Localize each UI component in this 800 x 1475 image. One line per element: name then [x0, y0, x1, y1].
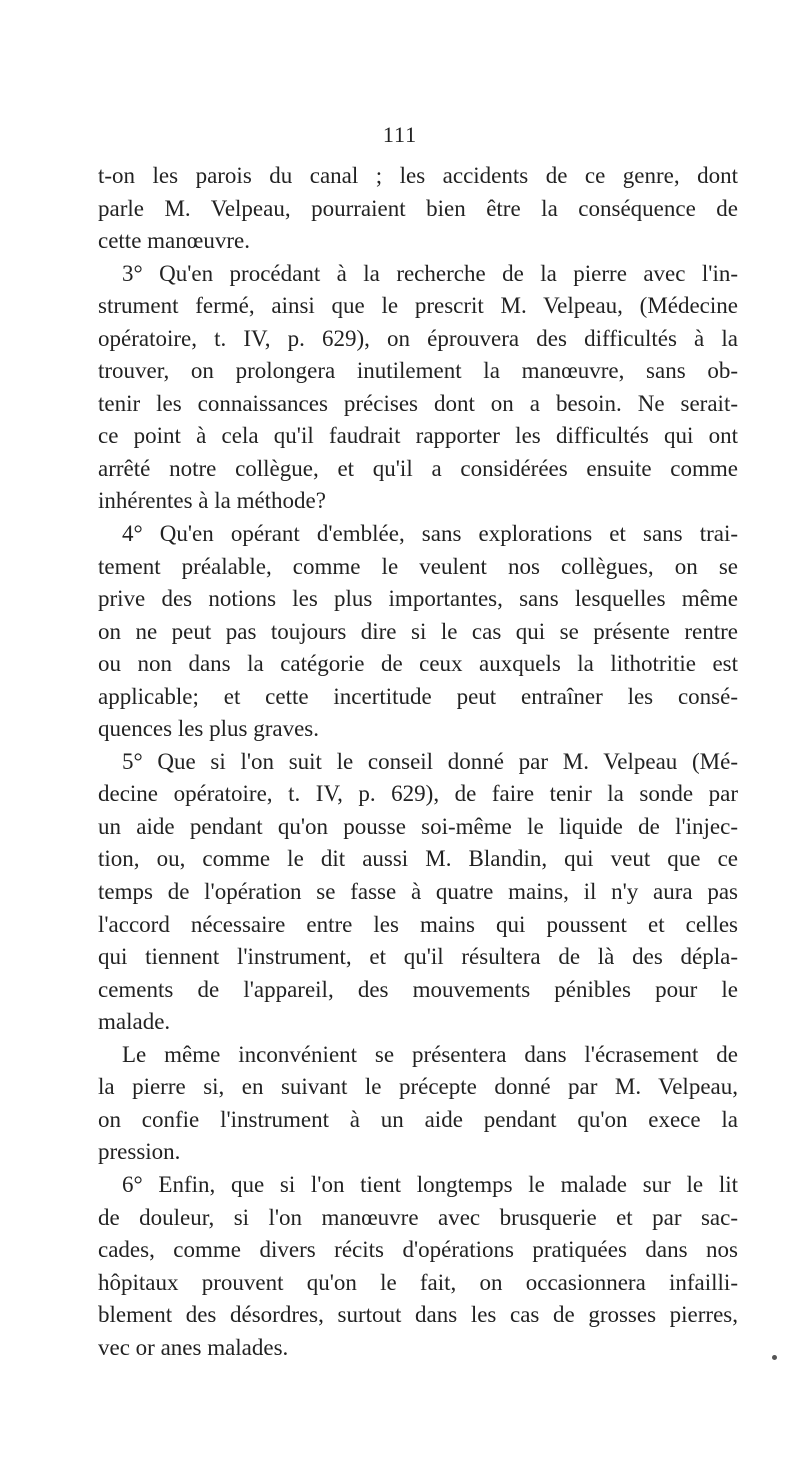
text-line: prive des notions les plus importantes, sans lesquelles même: [98, 586, 738, 612]
text-line: 4° Qu'en opérant d'emblée, sans explorations et sans trai-: [122, 521, 738, 547]
text-line: on ne peut pas toujours dire si le cas qui se présente rentre: [98, 618, 738, 644]
text-line: cements de l'appareil, des mouvements pénibles pour le: [98, 976, 738, 1002]
text-line: hôpitaux prouvent qu'on le fait, on occasionnera infailli-: [98, 1269, 738, 1295]
text-line: strument fermé, ainsi que le prescrit M. Velpeau, (Médecine: [98, 293, 738, 319]
text-line: tement préalable, comme le veulent nos collègues, on se: [98, 553, 738, 579]
text-line: malade.: [98, 1009, 171, 1035]
body-text: [98, 160, 738, 1364]
text-line: applicable; et cette incertitude peut entraîner les consé-: [98, 683, 738, 709]
text-line: ce point à cela qu'il faudrait rapporter les difficultés qui ont: [98, 423, 738, 449]
text-line: la pierre si, en suivant le précepte donné par M. Velpeau,: [98, 1074, 738, 1100]
text-line: cades, comme divers récits d'opérations pratiquées dans nos: [98, 1237, 738, 1263]
ink-speck: [772, 1355, 777, 1360]
text-line: on confie l'instrument à un aide pendant qu'on exece la: [98, 1106, 738, 1132]
text-line: Le même inconvénient se présentera dans l'écrasement de: [122, 1041, 738, 1067]
text-line: parle M. Velpeau, pourraient bien être la conséquence de: [98, 195, 738, 221]
text-line: decine opératoire, t. IV, p. 629), de faire tenir la sonde par: [98, 781, 738, 807]
text-line: tion, ou, comme le dit aussi M. Blandin, qui veut que ce: [98, 846, 738, 872]
text-line: quences les plus graves.: [98, 716, 319, 742]
text-line: vec or anes malades.: [98, 1334, 289, 1360]
text-line: pression.: [98, 1139, 181, 1165]
text-line: inhérentes à la méthode?: [98, 488, 326, 514]
text-line: de douleur, si l'on manœuvre avec brusquerie et par sac-: [98, 1204, 738, 1230]
text-line: cette manœuvre.: [98, 228, 250, 254]
text-line: arrêté notre collègue, et qu'il a considérées ensuite comme: [98, 455, 738, 481]
text-line: opératoire, t. IV, p. 629), on éprouvera des difficultés à la: [98, 325, 738, 351]
text-line: 3° Qu'en procédant à la recherche de la pierre avec l'in-: [122, 260, 738, 286]
text-line: tenir les connaissances précises dont on a besoin. Ne serait-: [98, 390, 738, 416]
text-line: ou non dans la catégorie de ceux auxquels la lithotritie est: [98, 651, 738, 677]
text-line: temps de l'opération se fasse à quatre mains, il n'y aura pas: [98, 879, 738, 905]
text-line: trouver, on prolongera inutilement la manœuvre, sans ob-: [98, 358, 738, 384]
text-line: 5° Que si l'on suit le conseil donné par M. Velpeau (Mé-: [122, 748, 738, 774]
text-line: 6° Enfin, que si l'on tient longtemps le malade sur le lit: [122, 1171, 738, 1197]
page-number: 111: [382, 122, 418, 147]
text-line: un aide pendant qu'on pousse soi-même le liquide de l'injec-: [98, 813, 738, 839]
text-line: t-on les parois du canal ; les accidents de ce genre, dont: [98, 163, 738, 188]
text-line: qui tiennent l'instrument, et qu'il résultera de là des dépla-: [98, 944, 738, 970]
text-line: l'accord nécessaire entre les mains qui poussent et celles: [98, 911, 738, 937]
text-line: blement des désordres, surtout dans les cas de grosses pierres,: [98, 1302, 738, 1328]
